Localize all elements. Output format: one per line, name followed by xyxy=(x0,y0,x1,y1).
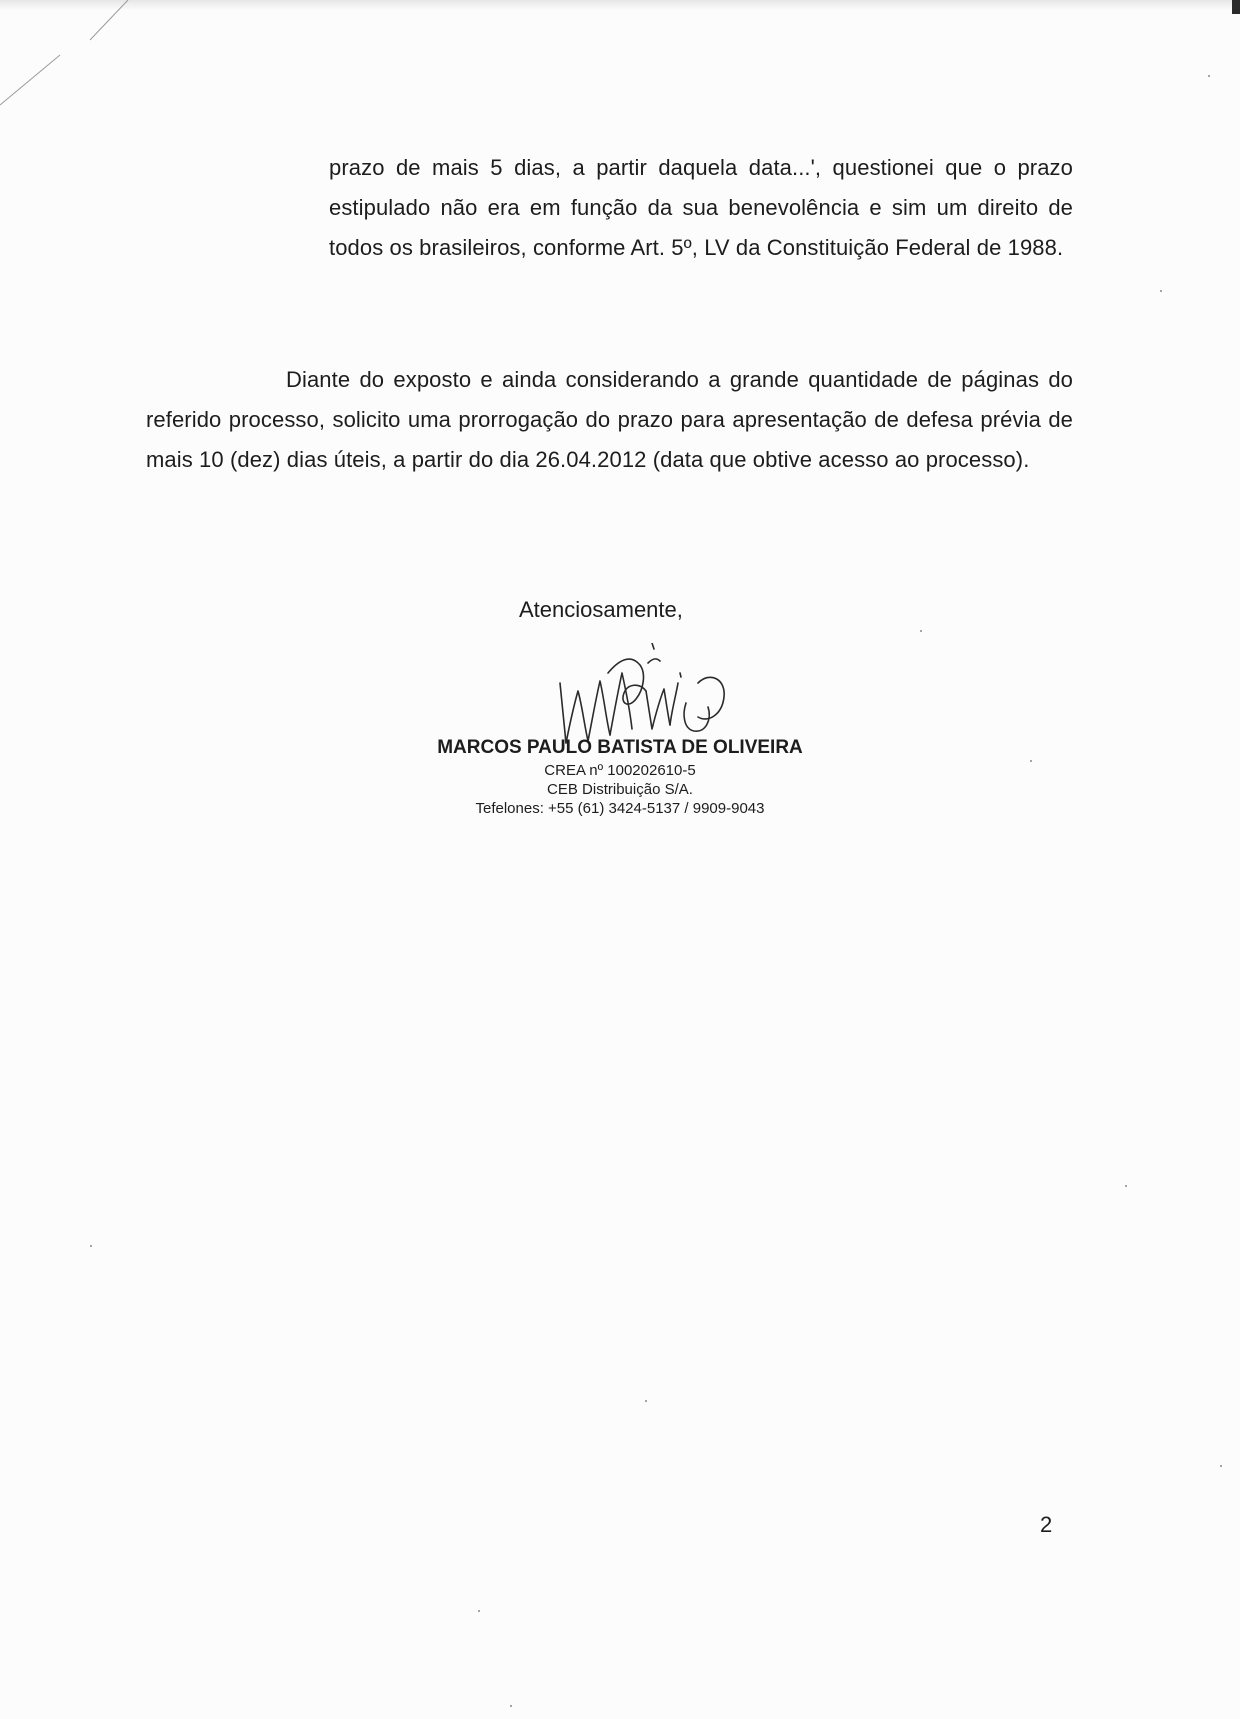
scan-speck xyxy=(1125,1185,1127,1187)
signature-block xyxy=(380,735,860,818)
scan-speck xyxy=(920,630,922,632)
scan-speck xyxy=(510,1705,512,1707)
scan-edge xyxy=(0,0,1240,10)
scan-speck xyxy=(1220,1465,1222,1467)
signatory-name: MARCOS PAULO BATISTA DE OLIVEIRA xyxy=(437,737,803,758)
scan-speck xyxy=(1160,290,1162,292)
page-number: 2 xyxy=(1040,1512,1053,1537)
scan-speck xyxy=(478,1610,480,1612)
scan-speck xyxy=(90,1245,92,1247)
signatory-company: CEB Distribuição S/A. xyxy=(547,781,693,798)
signatory-phones: Tefelones: +55 (61) 3424-5137 / 9909-9043 xyxy=(475,800,765,817)
scan-speck xyxy=(1208,75,1210,77)
body-paragraph-1: prazo de mais 5 dias, a partir daquela data...', questionei que o prazo estipulado não era em função da sua benevolência e sim um direito de todos os brasileiros, conforme Art. 5º, LV da Constituição Federal de 1988. xyxy=(329,155,1073,260)
fold-line-mark xyxy=(0,0,140,110)
scan-speck xyxy=(1030,760,1032,762)
signatory-registration: CREA nº 100202610-5 xyxy=(544,762,696,779)
closing-salutation: Atenciosamente, xyxy=(519,597,683,622)
body-paragraph-2: Diante do exposto e ainda considerando a grande quantidade de páginas do referido processo, solicito uma prorrogação do prazo para apresentação de defesa prévia de mais 10 (dez) dias úteis, a partir do dia 26.04.2012 (data que obtive acesso ao processo). xyxy=(146,367,1073,472)
scan-corner-mark xyxy=(1232,0,1240,14)
scan-speck xyxy=(645,1400,647,1402)
